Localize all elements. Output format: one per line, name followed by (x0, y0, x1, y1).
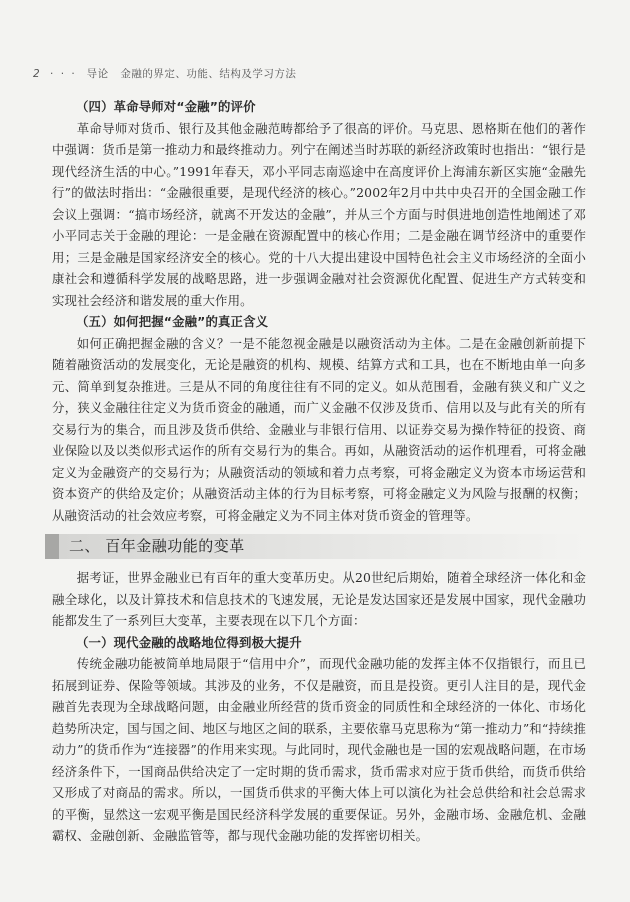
header-title: 金融的界定、功能、结构及学习方法 (120, 68, 297, 80)
subheading-s2-1: （一）现代金融的战略地位得到极大提升 (76, 634, 302, 650)
subheading-4: （四）革命导师对“金融”的评价 (76, 99, 256, 114)
section-intro: 据考证，世界金融业已有百年的重大变革历史。从20世纪后期始，随着全球经济一体化和金融全球化，以及计算技术和信息技术的飞速发展，无论是发达国家还是发展中国家，现代金融功能都发生了一系列巨大变革，主要表现在以下几个方面： (52, 570, 586, 628)
paragraph-s2-1: 传统金融功能被简单地局限于“信用中介”，而现代金融功能的发挥主体不仅指银行，而且已拓展到证券、保险等领域。其涉及的业务，不仅是融资，而且是投资。更引人注目的是，现代金融首先表现为全球战略问题，由金融业所经营的货币资金的同质性和全球经济的一体化、市场化趋势所决定，国与国之间、地区与地区之间的联系，主要依靠马克思称为“第一推动力”和“持续推动力”的货币作为“连接器”的作用来实现。与此同时，现代金融也是一国的宏观战略问题，在市场经济条件下，一国商品供给决定了一定时期的货币需求，货币需求对应于货币供给，而货币供给又形成了对商品的需求。所以，一国货币供求的平衡大体上可以演化为社会总供给和社会总需求的平衡，显然这一宏观平衡是国民经济科学发展的重要保证。另外，金融市场、金融危机、金融霸权、金融创新、金融监管等，都与现代金融功能的发挥密切相关。 (52, 656, 586, 843)
paragraph-4: 革命导师对货币、银行及其他金融范畴都给予了很高的评价。马克思、恩格斯在他们的著作中强调：货币是第一推动力和最终推动力。列宁在阐述当时苏联的新经济政策时也指出：“银行是现代经济生活的中心。”1991年春天，邓小平同志南巡途中在高度评价上海浦东新区实施“金融先行”的做法时指出：“金融很重要，是现代经济的核心。”2002年2月中共中央召开的全国金融工作会议上强调：“搞市场经济，就离不开发达的金融”，并从三个方面与时俱进地创造性地阐述了邓小平同志关于金融的理论：一是金融在资源配置中的核心作用；二是金融在调节经济中的重要作用；三是金融是国家经济安全的核心。党的十八大提出建设中国特色社会主义市场经济的全面小康社会和遵循科学发展的战略思路，进一步强调金融对社会资源优化配置、促进生产方式转变和实现社会经济和谐发展的重大作用。 (52, 120, 586, 308)
section-title: 二、 百年金融功能的变革 (69, 536, 245, 555)
section-heading-bar (45, 534, 586, 559)
page-body (52, 96, 586, 847)
running-header (33, 66, 296, 81)
header-dots: · · · (50, 68, 77, 80)
paragraph-5: 如何正确把握金融的含义？一是不能忽视金融是以融资活动为主体。二是在金融创新前提下随着融资活动的发展变化，无论是融资的机构、规模、结算方式和工具，也在不断地由单一向多元、简单到复杂推进。三是从不同的角度往往有不同的定义。如从范围看，金融有狭义和广义之分，狭义金融往往定义为货币资金的融通，而广义金融不仅涉及货币、信用以及与此有关的所有交易行为的集合，而且涉及货币供给、金融业与非银行信用、以证券交易为操作特征的投资、商业保险以及以类似形式运作的所有交易行为的集合。再如，从融资活动的运作机理看，可将金融定义为金融资产的交易行为；从融资活动的领域和着力点考察，可将金融定义为资本市场运营和资本资产的供给及定价；从融资活动主体的行为目标考察，可将金融定义为风险与报酬的权衡；从融资活动的社会效应考察，可将金融定义为不同主体对货币资金的管理等。 (52, 335, 586, 523)
subheading-5: （五）如何把握“金融”的真正含义 (76, 314, 269, 329)
page-number: 2 (33, 68, 41, 80)
section-marker (45, 534, 59, 559)
header-section: 导论 (86, 68, 109, 80)
